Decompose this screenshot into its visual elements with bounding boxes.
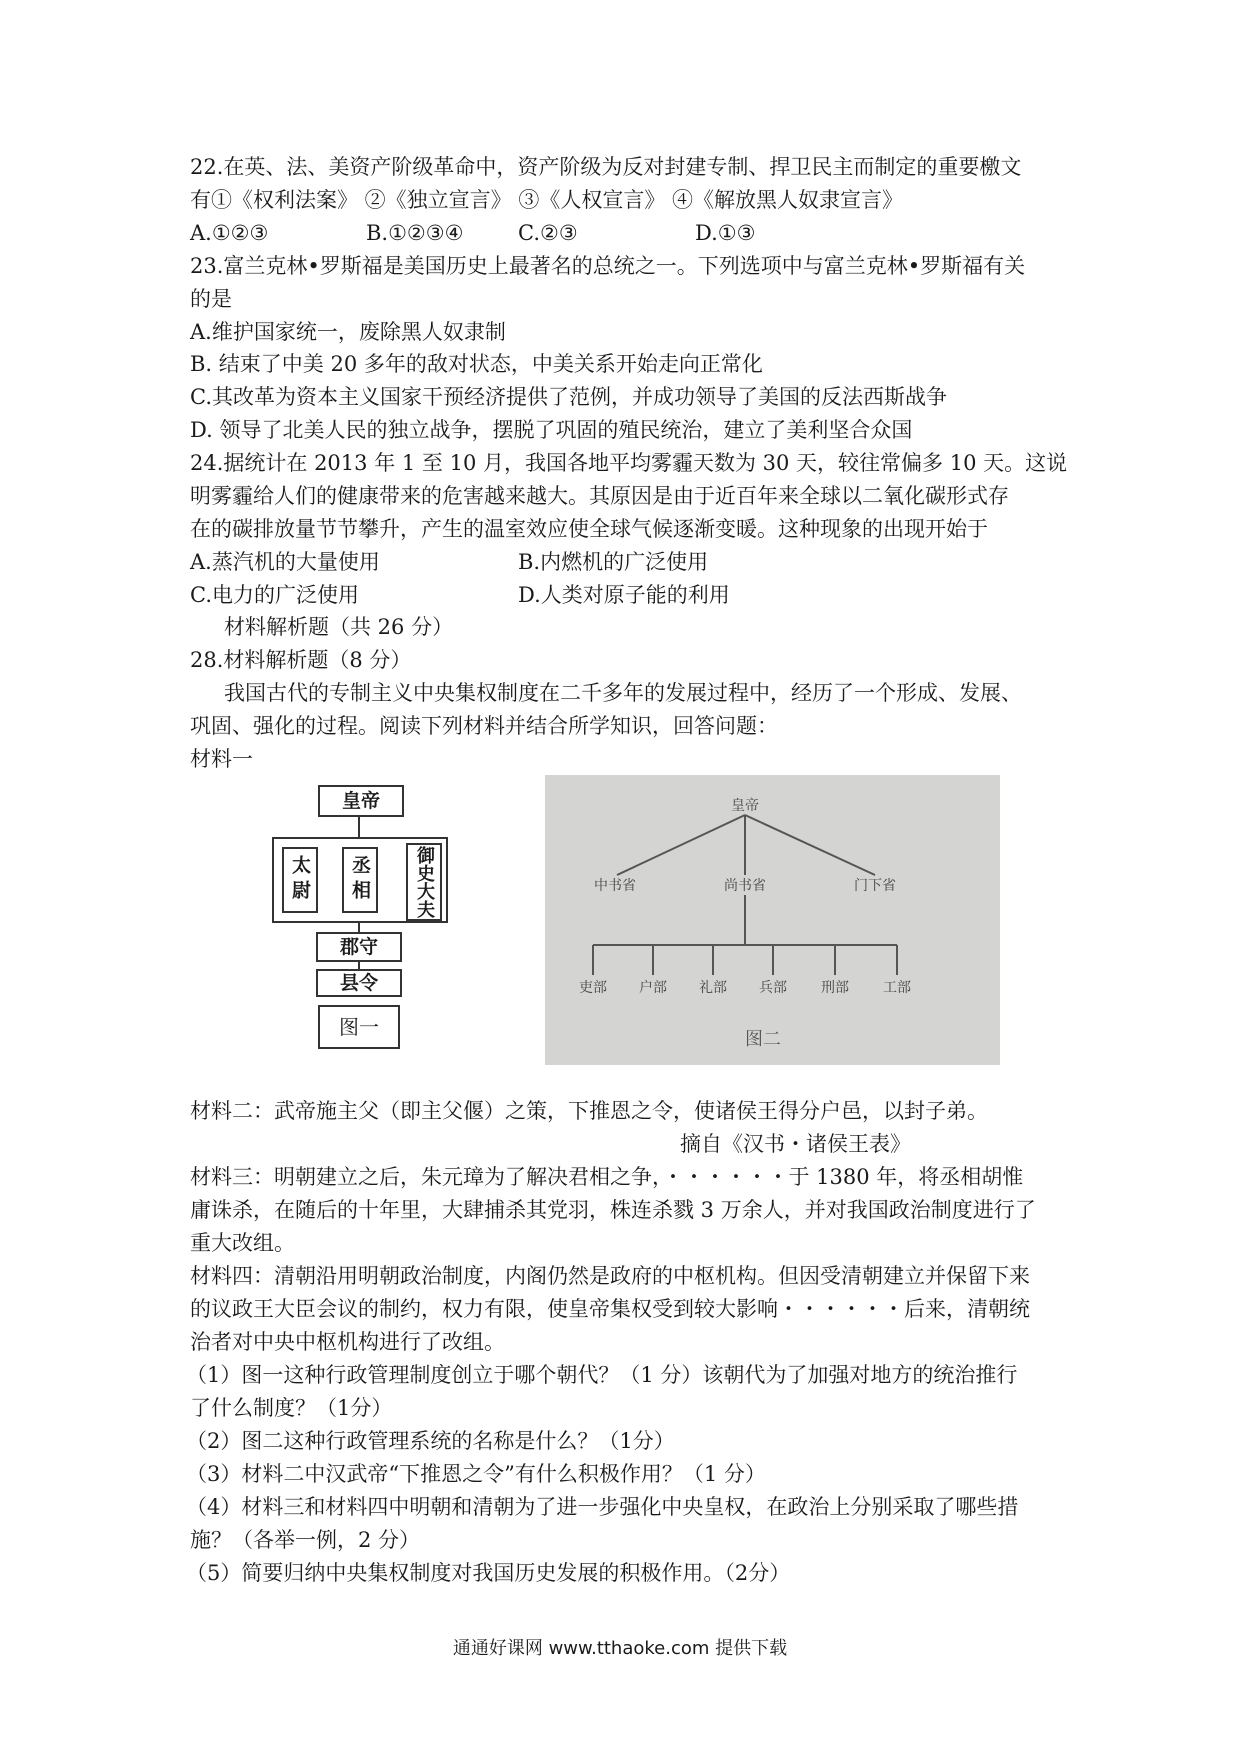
q28-intro-line1: 我国古代的专制主义中央集权制度在二千多年的发展过程中，经历了一个形成、发展、 [224,681,1022,705]
fig2-zhongshu: 中书省 [594,878,636,894]
section-title: 材料解析题（共 26 分） [224,615,454,639]
fig2-connector-lines [545,775,1000,1065]
material4-line3: 治者对中央中枢机构进行了改组。 [190,1330,505,1354]
q23-option-a: A.维护国家统一，废除黑人奴隶制 [190,320,506,344]
fig1-xianling-box: 县令 [316,969,402,997]
material3-line3: 重大改组。 [190,1231,295,1255]
q22-option-d: D.①③ [695,221,756,245]
fig1-chengxiang-box: 丞相 [342,847,378,913]
fig2-xingbu: 刑部 [821,980,849,996]
fig2-hubu: 户部 [639,980,667,996]
q24-stem-line3: 在的碳排放量节节攀升，产生的温室效应使全球气候逐渐变暖。这种现象的出现开始于 [190,517,988,541]
q22-stem-line1: 22.在英、法、美资产阶级革命中，资产阶级为反对封建专制、捍卫民主而制定的重要檄文 [190,155,1022,179]
q24-option-a: A.蒸汽机的大量使用 [190,550,380,574]
figure-2-three-departments [545,775,1000,1065]
fig1-emperor-box: 皇帝 [318,785,404,817]
fig1-taiwei-box: 太尉 [282,847,318,913]
subq5: （5）简要归纳中央集权制度对我国历史发展的积极作用。（2分） [186,1561,791,1585]
q28-title: 28.材料解析题（8 分） [190,648,412,672]
fig2-libu-personnel: 吏部 [579,980,607,996]
material2: 材料二：武帝施主父（即主父偃）之策，下推恩之令，使诸侯王得分户邑，以封子弟。 [190,1099,988,1123]
q24-stem-line1: 24.据统计在 2013 年 1 至 10 月，我国各地平均雾霾天数为 30 天，较往常偏多 10 天。这说 [190,451,1068,475]
fig1-junshou-box: 郡守 [316,932,402,962]
subq4-line1: （4）材料三和材料四中明朝和清朝为了进一步强化中央皇权，在政治上分别采取了哪些措 [186,1495,1019,1519]
material4-line1: 材料四：清朝沿用明朝政治制度，内阁仍然是政府的中枢机构。但因受清朝建立并保留下来 [190,1264,1030,1288]
download-footer: 通通好课网 www.tthaoke.com 提供下载 [452,1638,788,1659]
material2-source: 摘自《汉书・诸侯王表》 [680,1132,911,1156]
q24-stem-line2: 明雾霾给人们的健康带来的危害越来越大。其原因是由于近百年来全球以二氧化碳形式存 [190,484,1009,508]
fig2-emperor: 皇帝 [731,798,759,814]
fig2-libu-rites: 礼部 [699,980,727,996]
material3-line1: 材料三：明朝建立之后，朱元璋为了解决君相之争，・・・・・・于 1380 年，将丞相胡惟 [190,1165,1024,1189]
q22-option-b: B.①②③④ [366,221,464,245]
q24-option-d: D.人类对原子能的利用 [518,583,730,607]
material3-line2: 庸诛杀，在随后的十年里，大肆捕杀其党羽，株连杀戮 3 万余人，并对我国政治制度进行了 [190,1198,1036,1222]
subq3: （3）材料二中汉武帝“下推恩之令”有什么积极作用？（1 分） [186,1462,766,1486]
q23-stem-line2: 的是 [190,287,232,311]
q23-option-c: C.其改革为资本主义国家干预经济提供了范例，并成功领导了美国的反法西斯战争 [190,385,947,409]
fig2-bingbu: 兵部 [759,980,787,996]
fig2-shangshu: 尚书省 [724,878,766,894]
fig1-caption: 图一 [318,1005,400,1049]
subq1-line1: （1）图一这种行政管理制度创立于哪个朝代？（1 分）该朝代为了加强对地方的统治推行 [186,1363,1018,1387]
q22-option-a: A.①②③ [190,221,269,245]
fig2-caption: 图二 [745,1029,781,1050]
figure-1-qin-structure [270,775,470,1065]
q23-option-b: B. 结束了中美 20 多年的敌对状态，中美关系开始走向正常化 [190,352,763,376]
q24-option-c: C.电力的广泛使用 [190,583,359,607]
fig1-yushidafu-box: 御史大夫 [406,843,442,921]
subq2: （2）图二这种行政管理系统的名称是什么？（1分） [186,1429,675,1453]
q28-intro-line2: 巩固、强化的过程。阅读下列材料并结合所学知识，回答问题： [190,714,778,738]
q23-stem-line1: 23.富兰克林•罗斯福是美国历史上最著名的总统之一。下列选项中与富兰克林•罗斯福有关 [190,254,1026,278]
subq4-line2: 施？（各举一例，2 分） [190,1528,421,1552]
q24-option-b: B.内燃机的广泛使用 [518,550,709,574]
q23-option-d: D. 领导了北美人民的独立战争，摆脱了巩固的殖民统治，建立了美利坚合众国 [190,418,913,442]
q22-stem-line2: 有①《权利法案》 ②《独立宣言》 ③《人权宣言》 ④《解放黑人奴隶宣言》 [190,188,904,212]
q22-option-c: C.②③ [518,221,578,245]
subq1-line2: 了什么制度？（1分） [190,1396,393,1420]
material1-label: 材料一 [190,747,253,771]
fig2-menxia: 门下省 [854,878,896,894]
material4-line2: 的议政王大臣会议的制约，权力有限，使皇帝集权受到较大影响・・・・・・后来，清朝统 [190,1297,1030,1321]
fig2-gongbu: 工部 [883,980,911,996]
